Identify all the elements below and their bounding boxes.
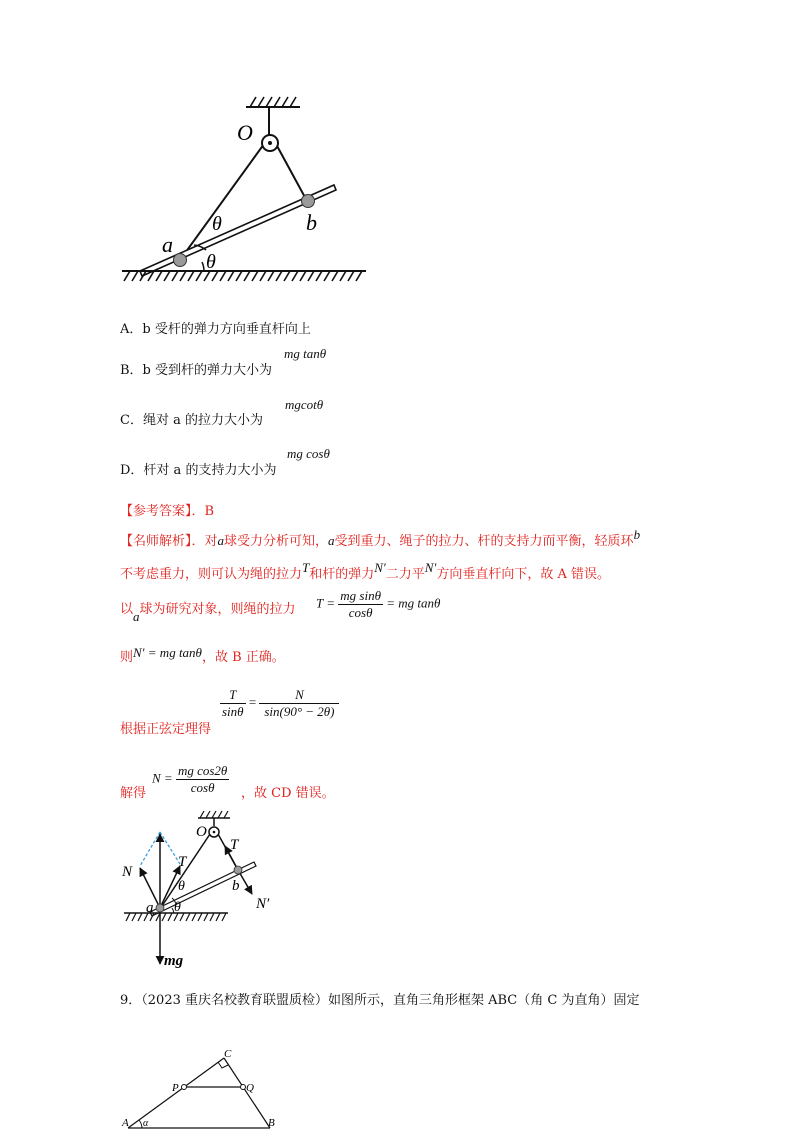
svg-text:C: C xyxy=(224,1048,232,1060)
figure-triangle-frame xyxy=(118,1046,288,1132)
svg-text:P: P xyxy=(172,1082,179,1094)
svg-text:α: α xyxy=(143,1118,149,1129)
equation-sine-rule: $\frac{T}{\sin\theta}$ = $\frac{N}{\sin(90^\circ - 2\theta)}$ xyxy=(220,687,339,720)
svg-text:T: T xyxy=(230,837,239,853)
ball-a xyxy=(174,254,187,267)
analysis-line-6-tail: ，故 CD 错误。 xyxy=(241,786,335,801)
analysis-line-3: 以a球为研究对象，则绳的拉力 xyxy=(120,602,296,624)
label-O: O xyxy=(237,120,253,145)
rope-ob xyxy=(276,144,307,201)
angle-arc-ground xyxy=(202,262,204,271)
analysis-line-4: 则N′ = mg tanθ，故 B 正确。 xyxy=(120,645,285,665)
label-theta-rope: θ xyxy=(212,213,222,235)
svg-text:a: a xyxy=(146,900,154,916)
svg-text:A: A xyxy=(122,1117,129,1129)
dashed-line-1 xyxy=(140,832,160,866)
svg-text:b: b xyxy=(232,878,240,894)
ceiling-hatch xyxy=(250,97,296,107)
figure-force-diagram xyxy=(110,808,280,970)
ground-hatch xyxy=(124,271,362,281)
analysis-line-6: 解得 xyxy=(120,786,147,801)
option-d-math: mg cosθ xyxy=(287,446,330,461)
reference-answer: 【参考答案】．B xyxy=(120,504,215,519)
option-d-text: D．杆对 a 的支持力大小为 xyxy=(120,463,277,478)
label-a: a xyxy=(162,232,173,257)
dashed-line-2 xyxy=(160,832,180,864)
label-theta-ground: θ xyxy=(206,251,216,273)
svg-text:Q: Q xyxy=(246,1082,254,1094)
svg-text:θ: θ xyxy=(178,879,185,894)
svg-text:O: O xyxy=(196,824,207,840)
option-b-text: B．b 受到杆的弹力大小为 xyxy=(120,363,273,378)
label-b: b xyxy=(306,210,317,235)
svg-text:θ: θ xyxy=(174,900,181,915)
analysis-line-2: 不考虑重力，则可认为绳的拉力T和杆的弹力N′二力平N′方向垂直杆向下，故 A 错误。 xyxy=(120,560,610,582)
figure-rod-ring-diagram xyxy=(110,90,380,290)
svg-text:mg: mg xyxy=(164,953,184,969)
option-c-text: C．绳对 a 的拉力大小为 xyxy=(120,413,263,428)
equation-tension: T = $\frac{\text{mg sinθ}}{\cos\theta}$ = mg tanθ xyxy=(316,588,441,620)
equation-result: N = $\frac{\text{mg cos2θ}}{\cos\theta}$ xyxy=(152,763,228,795)
svg-text:B: B xyxy=(268,1117,275,1129)
ring-b xyxy=(302,195,315,208)
question-9: 9．（2023 重庆名校教育联盟质检）如图所示，直角三角形框架 ABC（角 C 为直角）固定 xyxy=(120,993,640,1008)
analysis-line-5: 根据正弦定理得 xyxy=(120,722,212,737)
svg-text:N′: N′ xyxy=(256,896,270,912)
option-a-text: A．b 受杆的弹力方向垂直杆向上 xyxy=(120,322,311,337)
option-b[interactable] xyxy=(120,359,272,378)
option-c[interactable] xyxy=(120,409,263,428)
option-a[interactable] xyxy=(120,318,311,337)
option-b-math: mg tanθ xyxy=(284,346,327,361)
option-d[interactable] xyxy=(120,459,276,478)
rope-oa xyxy=(180,144,264,260)
analysis-line-1: 【名师解析】．对a球受力分析可知，a受到重力、绳子的拉力、杆的支持力而平衡，轻质环b xyxy=(120,527,641,549)
svg-text:T: T xyxy=(178,854,187,870)
option-c-math: mgcotθ xyxy=(285,397,324,412)
svg-text:N: N xyxy=(122,864,133,880)
